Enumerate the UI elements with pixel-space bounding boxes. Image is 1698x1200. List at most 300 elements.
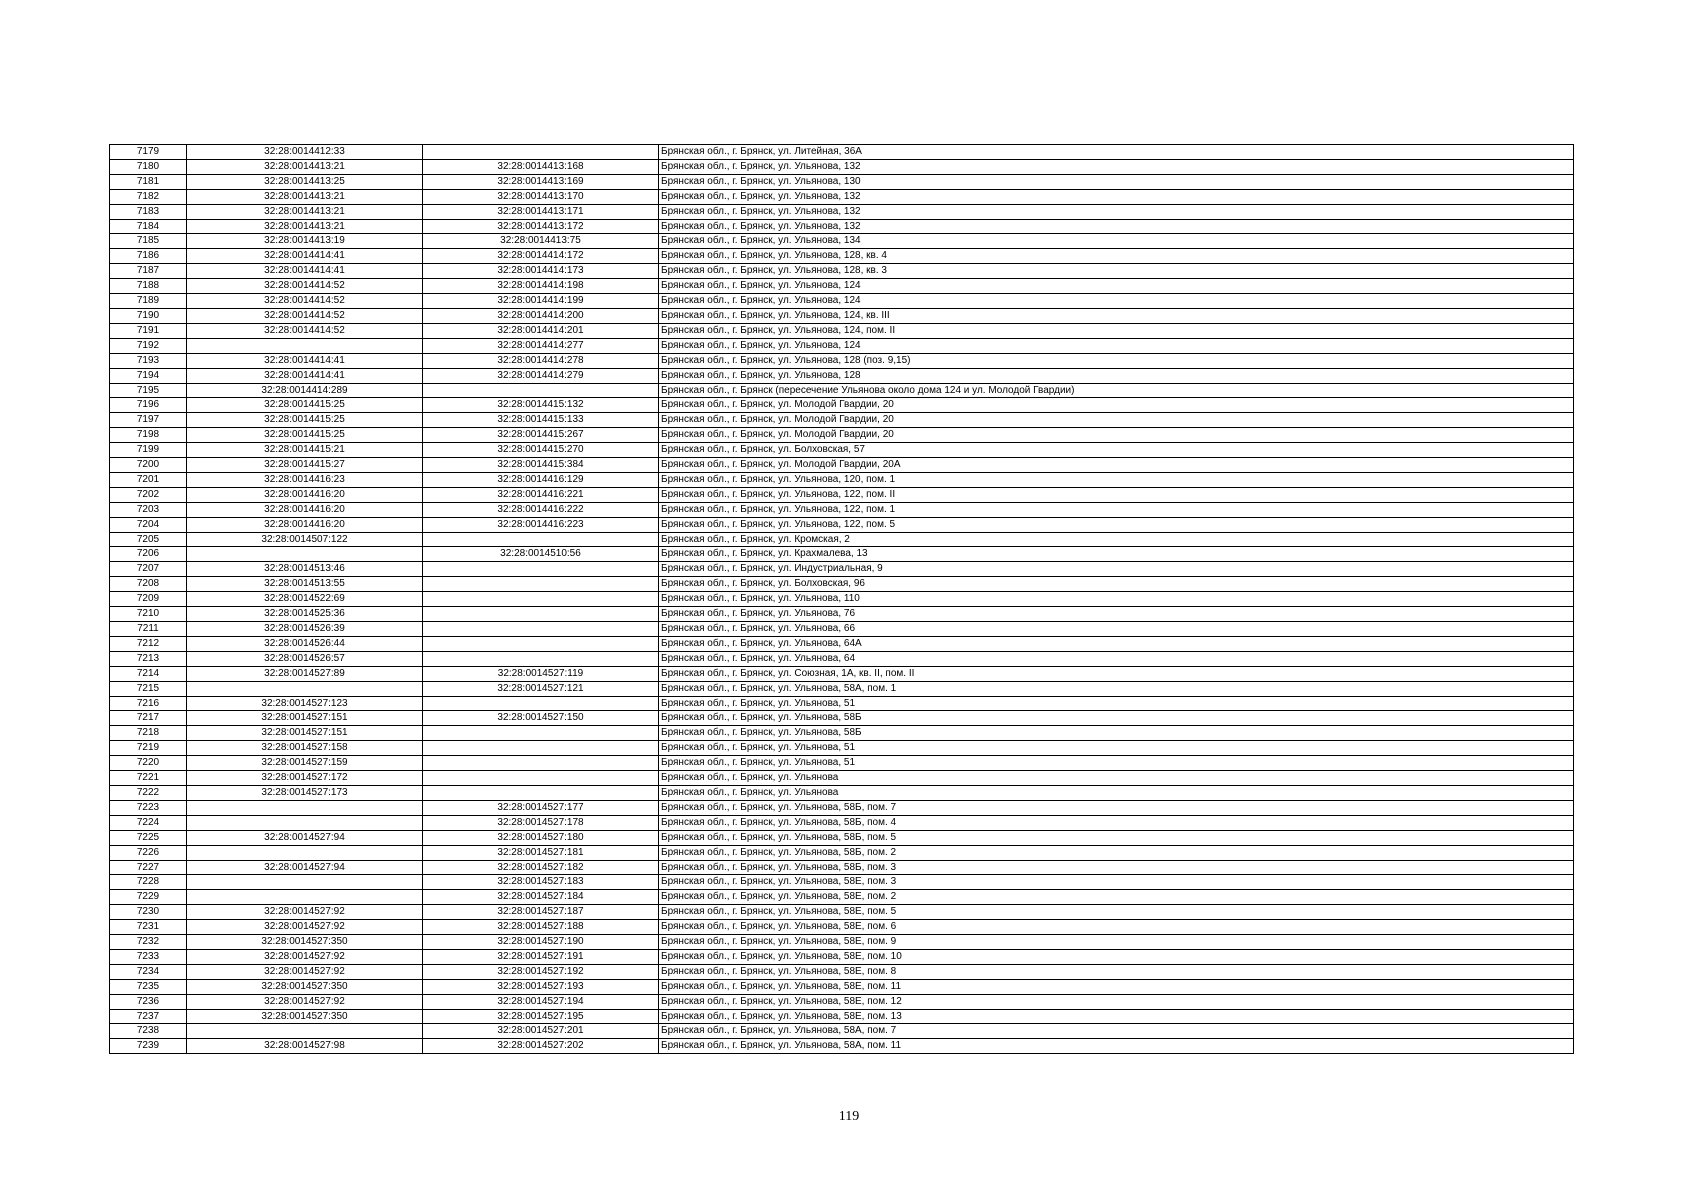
parcel-cadastral-number-cell: 32:28:0014413:21 <box>187 204 423 219</box>
parcel-cadastral-number-cell: 32:28:0014527:350 <box>187 979 423 994</box>
address-cell: Брянская обл., г. Брянск, ул. Союзная, 1А, кв. II, пом. II <box>659 666 1574 681</box>
parcel-cadastral-number-cell: 32:28:0014527:172 <box>187 771 423 786</box>
object-cadastral-number-cell <box>423 622 659 637</box>
address-cell: Брянская обл., г. Брянск, ул. Ульянова, 58Е, пом. 2 <box>659 890 1574 905</box>
object-cadastral-number-cell: 32:28:0014414:198 <box>423 279 659 294</box>
address-cell: Брянская обл., г. Брянск, ул. Ульянова, 64А <box>659 636 1574 651</box>
parcel-cadastral-number-cell: 32:28:0014414:52 <box>187 323 423 338</box>
parcel-cadastral-number-cell: 32:28:0014527:98 <box>187 1039 423 1054</box>
table-row <box>110 294 1574 309</box>
address-cell: Брянская обл., г. Брянск, ул. Ульянова, 51 <box>659 741 1574 756</box>
table-row <box>110 487 1574 502</box>
row-number-cell: 7235 <box>110 979 187 994</box>
row-number-cell: 7209 <box>110 592 187 607</box>
parcel-cadastral-number-cell: 32:28:0014527:94 <box>187 860 423 875</box>
object-cadastral-number-cell <box>423 383 659 398</box>
row-number-cell: 7226 <box>110 845 187 860</box>
parcel-cadastral-number-cell: 32:28:0014522:69 <box>187 592 423 607</box>
address-cell: Брянская обл., г. Брянск, ул. Крахмалева, 13 <box>659 547 1574 562</box>
address-cell: Брянская обл., г. Брянск, ул. Ульянова, 58А, пом. 7 <box>659 1024 1574 1039</box>
row-number-cell: 7237 <box>110 1009 187 1024</box>
parcel-cadastral-number-cell: 32:28:0014527:350 <box>187 935 423 950</box>
parcel-cadastral-number-cell: 32:28:0014527:173 <box>187 785 423 800</box>
row-number-cell: 7219 <box>110 741 187 756</box>
table-row <box>110 383 1574 398</box>
parcel-cadastral-number-cell: 32:28:0014507:122 <box>187 532 423 547</box>
row-number-cell: 7188 <box>110 279 187 294</box>
address-cell: Брянская обл., г. Брянск, ул. Ульянова <box>659 771 1574 786</box>
parcel-cadastral-number-cell: 32:28:0014415:25 <box>187 428 423 443</box>
object-cadastral-number-cell: 32:28:0014527:181 <box>423 845 659 860</box>
row-number-cell: 7208 <box>110 577 187 592</box>
address-cell: Брянская обл., г. Брянск, ул. Ульянова, 122, пом. II <box>659 487 1574 502</box>
object-cadastral-number-cell <box>423 651 659 666</box>
table-row <box>110 800 1574 815</box>
table-row <box>110 845 1574 860</box>
table-row <box>110 622 1574 637</box>
row-number-cell: 7183 <box>110 204 187 219</box>
parcel-cadastral-number-cell: 32:28:0014527:151 <box>187 726 423 741</box>
table-row <box>110 308 1574 323</box>
parcel-cadastral-number-cell: 32:28:0014527:158 <box>187 741 423 756</box>
parcel-cadastral-number-cell: 32:28:0014527:92 <box>187 964 423 979</box>
object-cadastral-number-cell <box>423 726 659 741</box>
row-number-cell: 7216 <box>110 696 187 711</box>
object-cadastral-number-cell: 32:28:0014414:279 <box>423 368 659 383</box>
address-cell: Брянская обл., г. Брянск, ул. Ульянова, 130 <box>659 174 1574 189</box>
object-cadastral-number-cell: 32:28:0014416:129 <box>423 472 659 487</box>
table-row <box>110 398 1574 413</box>
parcel-cadastral-number-cell: 32:28:0014527:92 <box>187 994 423 1009</box>
parcel-cadastral-number-cell: 32:28:0014413:19 <box>187 234 423 249</box>
parcel-cadastral-number-cell: 32:28:0014416:20 <box>187 502 423 517</box>
table-row <box>110 607 1574 622</box>
table-row <box>110 756 1574 771</box>
address-cell: Брянская обл., г. Брянск, ул. Ульянова, 51 <box>659 756 1574 771</box>
table-row <box>110 920 1574 935</box>
row-number-cell: 7206 <box>110 547 187 562</box>
parcel-cadastral-number-cell: 32:28:0014412:33 <box>187 145 423 160</box>
row-number-cell: 7200 <box>110 458 187 473</box>
object-cadastral-number-cell <box>423 577 659 592</box>
object-cadastral-number-cell: 32:28:0014527:193 <box>423 979 659 994</box>
table-row <box>110 875 1574 890</box>
address-cell: Брянская обл., г. Брянск, ул. Ульянова, 132 <box>659 219 1574 234</box>
object-cadastral-number-cell: 32:28:0014413:169 <box>423 174 659 189</box>
object-cadastral-number-cell: 32:28:0014527:194 <box>423 994 659 1009</box>
row-number-cell: 7229 <box>110 890 187 905</box>
parcel-cadastral-number-cell: 32:28:0014415:27 <box>187 458 423 473</box>
object-cadastral-number-cell: 32:28:0014527:183 <box>423 875 659 890</box>
address-cell: Брянская обл., г. Брянск, ул. Ульянова, 134 <box>659 234 1574 249</box>
row-number-cell: 7202 <box>110 487 187 502</box>
parcel-cadastral-number-cell: 32:28:0014527:151 <box>187 711 423 726</box>
address-cell: Брянская обл., г. Брянск, ул. Молодой Гвардии, 20 <box>659 398 1574 413</box>
object-cadastral-number-cell <box>423 636 659 651</box>
address-cell: Брянская обл., г. Брянск, ул. Молодой Гвардии, 20А <box>659 458 1574 473</box>
parcel-cadastral-number-cell <box>187 890 423 905</box>
table-row <box>110 726 1574 741</box>
address-cell: Брянская обл., г. Брянск, ул. Ульянова, 122, пом. 1 <box>659 502 1574 517</box>
parcel-cadastral-number-cell: 32:28:0014414:52 <box>187 279 423 294</box>
object-cadastral-number-cell: 32:28:0014413:172 <box>423 219 659 234</box>
row-number-cell: 7189 <box>110 294 187 309</box>
row-number-cell: 7199 <box>110 443 187 458</box>
address-cell: Брянская обл., г. Брянск, ул. Кромская, 2 <box>659 532 1574 547</box>
parcel-cadastral-number-cell: 32:28:0014526:39 <box>187 622 423 637</box>
table-row <box>110 1024 1574 1039</box>
object-cadastral-number-cell: 32:28:0014527:150 <box>423 711 659 726</box>
row-number-cell: 7238 <box>110 1024 187 1039</box>
table-row <box>110 264 1574 279</box>
object-cadastral-number-cell: 32:28:0014527:192 <box>423 964 659 979</box>
address-cell: Брянская обл., г. Брянск, ул. Ульянова <box>659 785 1574 800</box>
parcel-cadastral-number-cell: 32:28:0014526:44 <box>187 636 423 651</box>
parcel-cadastral-number-cell <box>187 338 423 353</box>
row-number-cell: 7211 <box>110 622 187 637</box>
table-row <box>110 592 1574 607</box>
address-cell: Брянская обл., г. Брянск, ул. Ульянова, 58А, пом. 11 <box>659 1039 1574 1054</box>
address-cell: Брянская обл., г. Брянск, ул. Ульянова, 128 <box>659 368 1574 383</box>
row-number-cell: 7222 <box>110 785 187 800</box>
parcel-cadastral-number-cell: 32:28:0014415:25 <box>187 413 423 428</box>
row-number-cell: 7210 <box>110 607 187 622</box>
row-number-cell: 7195 <box>110 383 187 398</box>
row-number-cell: 7180 <box>110 159 187 174</box>
row-number-cell: 7205 <box>110 532 187 547</box>
parcel-cadastral-number-cell: 32:28:0014415:25 <box>187 398 423 413</box>
object-cadastral-number-cell: 32:28:0014527:180 <box>423 830 659 845</box>
address-cell: Брянская обл., г. Брянск, ул. Болховская, 57 <box>659 443 1574 458</box>
address-cell: Брянская обл., г. Брянск, ул. Ульянова, 132 <box>659 189 1574 204</box>
parcel-cadastral-number-cell <box>187 800 423 815</box>
object-cadastral-number-cell: 32:28:0014527:178 <box>423 815 659 830</box>
parcel-cadastral-number-cell: 32:28:0014526:57 <box>187 651 423 666</box>
table-row <box>110 935 1574 950</box>
address-cell: Брянская обл., г. Брянск, ул. Ульянова, 58Б, пом. 4 <box>659 815 1574 830</box>
table-row <box>110 860 1574 875</box>
row-number-cell: 7225 <box>110 830 187 845</box>
table-row <box>110 905 1574 920</box>
object-cadastral-number-cell: 32:28:0014527:195 <box>423 1009 659 1024</box>
table-row <box>110 249 1574 264</box>
address-cell: Брянская обл., г. Брянск, ул. Ульянова, 58Е, пом. 6 <box>659 920 1574 935</box>
object-cadastral-number-cell: 32:28:0014527:187 <box>423 905 659 920</box>
address-cell: Брянская обл., г. Брянск, ул. Ульянова, 76 <box>659 607 1574 622</box>
object-cadastral-number-cell <box>423 562 659 577</box>
parcel-cadastral-number-cell: 32:28:0014414:41 <box>187 368 423 383</box>
table-row <box>110 323 1574 338</box>
object-cadastral-number-cell: 32:28:0014527:201 <box>423 1024 659 1039</box>
object-cadastral-number-cell: 32:28:0014527:191 <box>423 949 659 964</box>
address-cell: Брянская обл., г. Брянск, ул. Ульянова, 58Е, пом. 3 <box>659 875 1574 890</box>
row-number-cell: 7223 <box>110 800 187 815</box>
parcel-cadastral-number-cell: 32:28:0014413:25 <box>187 174 423 189</box>
object-cadastral-number-cell: 32:28:0014415:384 <box>423 458 659 473</box>
parcel-cadastral-number-cell: 32:28:0014415:21 <box>187 443 423 458</box>
address-cell: Брянская обл., г. Брянск, ул. Ульянова, 58Б <box>659 726 1574 741</box>
parcel-cadastral-number-cell: 32:28:0014527:92 <box>187 920 423 935</box>
address-cell: Брянская обл., г. Брянск, ул. Ульянова, 58Е, пом. 8 <box>659 964 1574 979</box>
parcel-cadastral-number-cell: 32:28:0014527:92 <box>187 949 423 964</box>
object-cadastral-number-cell <box>423 592 659 607</box>
object-cadastral-number-cell <box>423 696 659 711</box>
object-cadastral-number-cell <box>423 741 659 756</box>
address-cell: Брянская обл., г. Брянск, ул. Ульянова, 128, кв. 3 <box>659 264 1574 279</box>
object-cadastral-number-cell: 32:28:0014416:221 <box>423 487 659 502</box>
table-row <box>110 815 1574 830</box>
row-number-cell: 7204 <box>110 517 187 532</box>
parcel-cadastral-number-cell: 32:28:0014413:21 <box>187 219 423 234</box>
address-cell: Брянская обл., г. Брянск, ул. Ульянова, 58Е, пом. 13 <box>659 1009 1574 1024</box>
table-row <box>110 1039 1574 1054</box>
parcel-cadastral-number-cell: 32:28:0014527:123 <box>187 696 423 711</box>
address-cell: Брянская обл., г. Брянск, ул. Ульянова, 128 (поз. 9,15) <box>659 353 1574 368</box>
row-number-cell: 7212 <box>110 636 187 651</box>
table-row <box>110 577 1574 592</box>
parcel-cadastral-number-cell: 32:28:0014527:89 <box>187 666 423 681</box>
address-cell: Брянская обл., г. Брянск, ул. Ульянова, 58А, пом. 1 <box>659 681 1574 696</box>
address-cell: Брянская обл., г. Брянск, ул. Ульянова, 128, кв. 4 <box>659 249 1574 264</box>
table-row <box>110 368 1574 383</box>
parcel-cadastral-number-cell: 32:28:0014413:21 <box>187 159 423 174</box>
cadastral-registry-table <box>109 144 1574 1054</box>
address-cell: Брянская обл., г. Брянск, ул. Ульянова, 124 <box>659 294 1574 309</box>
row-number-cell: 7192 <box>110 338 187 353</box>
object-cadastral-number-cell: 32:28:0014416:223 <box>423 517 659 532</box>
address-cell: Брянская обл., г. Брянск (пересечение Ульянова около дома 124 и ул. Молодой Гвардии) <box>659 383 1574 398</box>
page-number: 119 <box>838 1109 860 1124</box>
object-cadastral-number-cell: 32:28:0014414:201 <box>423 323 659 338</box>
row-number-cell: 7182 <box>110 189 187 204</box>
object-cadastral-number-cell: 32:28:0014527:190 <box>423 935 659 950</box>
object-cadastral-number-cell: 32:28:0014416:222 <box>423 502 659 517</box>
address-cell: Брянская обл., г. Брянск, ул. Индустриальная, 9 <box>659 562 1574 577</box>
table-row <box>110 890 1574 905</box>
table-row <box>110 979 1574 994</box>
table-row <box>110 651 1574 666</box>
address-cell: Брянская обл., г. Брянск, ул. Ульянова, 120, пом. 1 <box>659 472 1574 487</box>
address-cell: Брянская обл., г. Брянск, ул. Ульянова, 58Е, пом. 10 <box>659 949 1574 964</box>
address-cell: Брянская обл., г. Брянск, ул. Ульянова, 124, пом. II <box>659 323 1574 338</box>
row-number-cell: 7224 <box>110 815 187 830</box>
table-row <box>110 964 1574 979</box>
table-row <box>110 338 1574 353</box>
address-cell: Брянская обл., г. Брянск, ул. Ульянова, 132 <box>659 204 1574 219</box>
table-row <box>110 696 1574 711</box>
row-number-cell: 7179 <box>110 145 187 160</box>
row-number-cell: 7221 <box>110 771 187 786</box>
object-cadastral-number-cell: 32:28:0014527:119 <box>423 666 659 681</box>
parcel-cadastral-number-cell: 32:28:0014527:94 <box>187 830 423 845</box>
parcel-cadastral-number-cell: 32:28:0014414:41 <box>187 249 423 264</box>
address-cell: Брянская обл., г. Брянск, ул. Ульянова, 58Б, пом. 3 <box>659 860 1574 875</box>
address-cell: Брянская обл., г. Брянск, ул. Ульянова, 58Е, пом. 9 <box>659 935 1574 950</box>
address-cell: Брянская обл., г. Брянск, ул. Молодой Гвардии, 20 <box>659 413 1574 428</box>
table-row <box>110 443 1574 458</box>
table-row <box>110 562 1574 577</box>
table-row <box>110 547 1574 562</box>
parcel-cadastral-number-cell <box>187 845 423 860</box>
table-row <box>110 219 1574 234</box>
table-row <box>110 234 1574 249</box>
row-number-cell: 7181 <box>110 174 187 189</box>
parcel-cadastral-number-cell: 32:28:0014414:289 <box>187 383 423 398</box>
object-cadastral-number-cell: 32:28:0014527:182 <box>423 860 659 875</box>
object-cadastral-number-cell: 32:28:0014510:56 <box>423 547 659 562</box>
parcel-cadastral-number-cell: 32:28:0014414:41 <box>187 264 423 279</box>
object-cadastral-number-cell <box>423 145 659 160</box>
row-number-cell: 7187 <box>110 264 187 279</box>
table-row <box>110 428 1574 443</box>
parcel-cadastral-number-cell: 32:28:0014513:46 <box>187 562 423 577</box>
row-number-cell: 7214 <box>110 666 187 681</box>
table-row <box>110 189 1574 204</box>
address-cell: Брянская обл., г. Брянск, ул. Ульянова, 124 <box>659 279 1574 294</box>
row-number-cell: 7228 <box>110 875 187 890</box>
registry-table-body <box>110 145 1574 1054</box>
table-row <box>110 174 1574 189</box>
parcel-cadastral-number-cell: 32:28:0014414:52 <box>187 308 423 323</box>
object-cadastral-number-cell: 32:28:0014415:132 <box>423 398 659 413</box>
object-cadastral-number-cell: 32:28:0014527:188 <box>423 920 659 935</box>
object-cadastral-number-cell: 32:28:0014415:133 <box>423 413 659 428</box>
parcel-cadastral-number-cell: 32:28:0014527:159 <box>187 756 423 771</box>
object-cadastral-number-cell: 32:28:0014527:184 <box>423 890 659 905</box>
row-number-cell: 7203 <box>110 502 187 517</box>
row-number-cell: 7185 <box>110 234 187 249</box>
row-number-cell: 7194 <box>110 368 187 383</box>
address-cell: Брянская обл., г. Брянск, ул. Ульянова, 58Б, пом. 5 <box>659 830 1574 845</box>
row-number-cell: 7198 <box>110 428 187 443</box>
address-cell: Брянская обл., г. Брянск, ул. Ульянова, 66 <box>659 622 1574 637</box>
object-cadastral-number-cell: 32:28:0014527:121 <box>423 681 659 696</box>
object-cadastral-number-cell: 32:28:0014413:171 <box>423 204 659 219</box>
parcel-cadastral-number-cell <box>187 547 423 562</box>
address-cell: Брянская обл., г. Брянск, ул. Ульянова, 58Е, пом. 5 <box>659 905 1574 920</box>
object-cadastral-number-cell: 32:28:0014414:200 <box>423 308 659 323</box>
row-number-cell: 7218 <box>110 726 187 741</box>
address-cell: Брянская обл., г. Брянск, ул. Ульянова, 58Б, пом. 7 <box>659 800 1574 815</box>
address-cell: Брянская обл., г. Брянск, ул. Ульянова, 110 <box>659 592 1574 607</box>
table-row <box>110 145 1574 160</box>
row-number-cell: 7236 <box>110 994 187 1009</box>
object-cadastral-number-cell <box>423 532 659 547</box>
table-row <box>110 413 1574 428</box>
table-row <box>110 830 1574 845</box>
table-row <box>110 532 1574 547</box>
address-cell: Брянская обл., г. Брянск, ул. Ульянова, 132 <box>659 159 1574 174</box>
table-row <box>110 502 1574 517</box>
table-row <box>110 949 1574 964</box>
address-cell: Брянская обл., г. Брянск, ул. Ульянова, 58Е, пом. 12 <box>659 994 1574 1009</box>
row-number-cell: 7220 <box>110 756 187 771</box>
row-number-cell: 7230 <box>110 905 187 920</box>
row-number-cell: 7213 <box>110 651 187 666</box>
address-cell: Брянская обл., г. Брянск, ул. Ульянова, 124 <box>659 338 1574 353</box>
row-number-cell: 7233 <box>110 949 187 964</box>
table-row <box>110 279 1574 294</box>
object-cadastral-number-cell: 32:28:0014414:173 <box>423 264 659 279</box>
table-row <box>110 353 1574 368</box>
parcel-cadastral-number-cell: 32:28:0014416:20 <box>187 517 423 532</box>
object-cadastral-number-cell: 32:28:0014414:172 <box>423 249 659 264</box>
address-cell: Брянская обл., г. Брянск, ул. Ульянова, 124, кв. III <box>659 308 1574 323</box>
row-number-cell: 7201 <box>110 472 187 487</box>
address-cell: Брянская обл., г. Брянск, ул. Молодой Гвардии, 20 <box>659 428 1574 443</box>
table-row <box>110 666 1574 681</box>
object-cadastral-number-cell <box>423 607 659 622</box>
object-cadastral-number-cell: 32:28:0014414:277 <box>423 338 659 353</box>
object-cadastral-number-cell <box>423 756 659 771</box>
parcel-cadastral-number-cell: 32:28:0014416:23 <box>187 472 423 487</box>
object-cadastral-number-cell: 32:28:0014413:75 <box>423 234 659 249</box>
address-cell: Брянская обл., г. Брянск, ул. Ульянова, 51 <box>659 696 1574 711</box>
object-cadastral-number-cell: 32:28:0014414:199 <box>423 294 659 309</box>
parcel-cadastral-number-cell: 32:28:0014525:36 <box>187 607 423 622</box>
address-cell: Брянская обл., г. Брянск, ул. Ульянова, 58Б <box>659 711 1574 726</box>
address-cell: Брянская обл., г. Брянск, ул. Ульянова, 58Б, пом. 2 <box>659 845 1574 860</box>
parcel-cadastral-number-cell <box>187 815 423 830</box>
row-number-cell: 7217 <box>110 711 187 726</box>
table-row <box>110 1009 1574 1024</box>
table-row <box>110 785 1574 800</box>
address-cell: Брянская обл., г. Брянск, ул. Ульянова, 64 <box>659 651 1574 666</box>
parcel-cadastral-number-cell: 32:28:0014414:52 <box>187 294 423 309</box>
row-number-cell: 7215 <box>110 681 187 696</box>
address-cell: Брянская обл., г. Брянск, ул. Ульянова, 122, пом. 5 <box>659 517 1574 532</box>
table-row <box>110 741 1574 756</box>
row-number-cell: 7186 <box>110 249 187 264</box>
row-number-cell: 7190 <box>110 308 187 323</box>
parcel-cadastral-number-cell: 32:28:0014416:20 <box>187 487 423 502</box>
row-number-cell: 7191 <box>110 323 187 338</box>
row-number-cell: 7196 <box>110 398 187 413</box>
parcel-cadastral-number-cell: 32:28:0014414:41 <box>187 353 423 368</box>
row-number-cell: 7231 <box>110 920 187 935</box>
row-number-cell: 7197 <box>110 413 187 428</box>
row-number-cell: 7227 <box>110 860 187 875</box>
address-cell: Брянская обл., г. Брянск, ул. Ульянова, 58Е, пом. 11 <box>659 979 1574 994</box>
object-cadastral-number-cell: 32:28:0014413:170 <box>423 189 659 204</box>
parcel-cadastral-number-cell: 32:28:0014513:55 <box>187 577 423 592</box>
table-row <box>110 517 1574 532</box>
parcel-cadastral-number-cell: 32:28:0014527:92 <box>187 905 423 920</box>
table-row <box>110 994 1574 1009</box>
parcel-cadastral-number-cell <box>187 681 423 696</box>
table-row <box>110 159 1574 174</box>
object-cadastral-number-cell: 32:28:0014415:267 <box>423 428 659 443</box>
address-cell: Брянская обл., г. Брянск, ул. Литейная, 36А <box>659 145 1574 160</box>
object-cadastral-number-cell <box>423 785 659 800</box>
parcel-cadastral-number-cell <box>187 875 423 890</box>
table-row <box>110 681 1574 696</box>
object-cadastral-number-cell: 32:28:0014527:202 <box>423 1039 659 1054</box>
table-row <box>110 711 1574 726</box>
object-cadastral-number-cell: 32:28:0014415:270 <box>423 443 659 458</box>
row-number-cell: 7207 <box>110 562 187 577</box>
object-cadastral-number-cell: 32:28:0014527:177 <box>423 800 659 815</box>
row-number-cell: 7232 <box>110 935 187 950</box>
object-cadastral-number-cell: 32:28:0014414:278 <box>423 353 659 368</box>
row-number-cell: 7184 <box>110 219 187 234</box>
table-row <box>110 458 1574 473</box>
table-row <box>110 204 1574 219</box>
parcel-cadastral-number-cell <box>187 1024 423 1039</box>
parcel-cadastral-number-cell: 32:28:0014413:21 <box>187 189 423 204</box>
row-number-cell: 7234 <box>110 964 187 979</box>
row-number-cell: 7193 <box>110 353 187 368</box>
